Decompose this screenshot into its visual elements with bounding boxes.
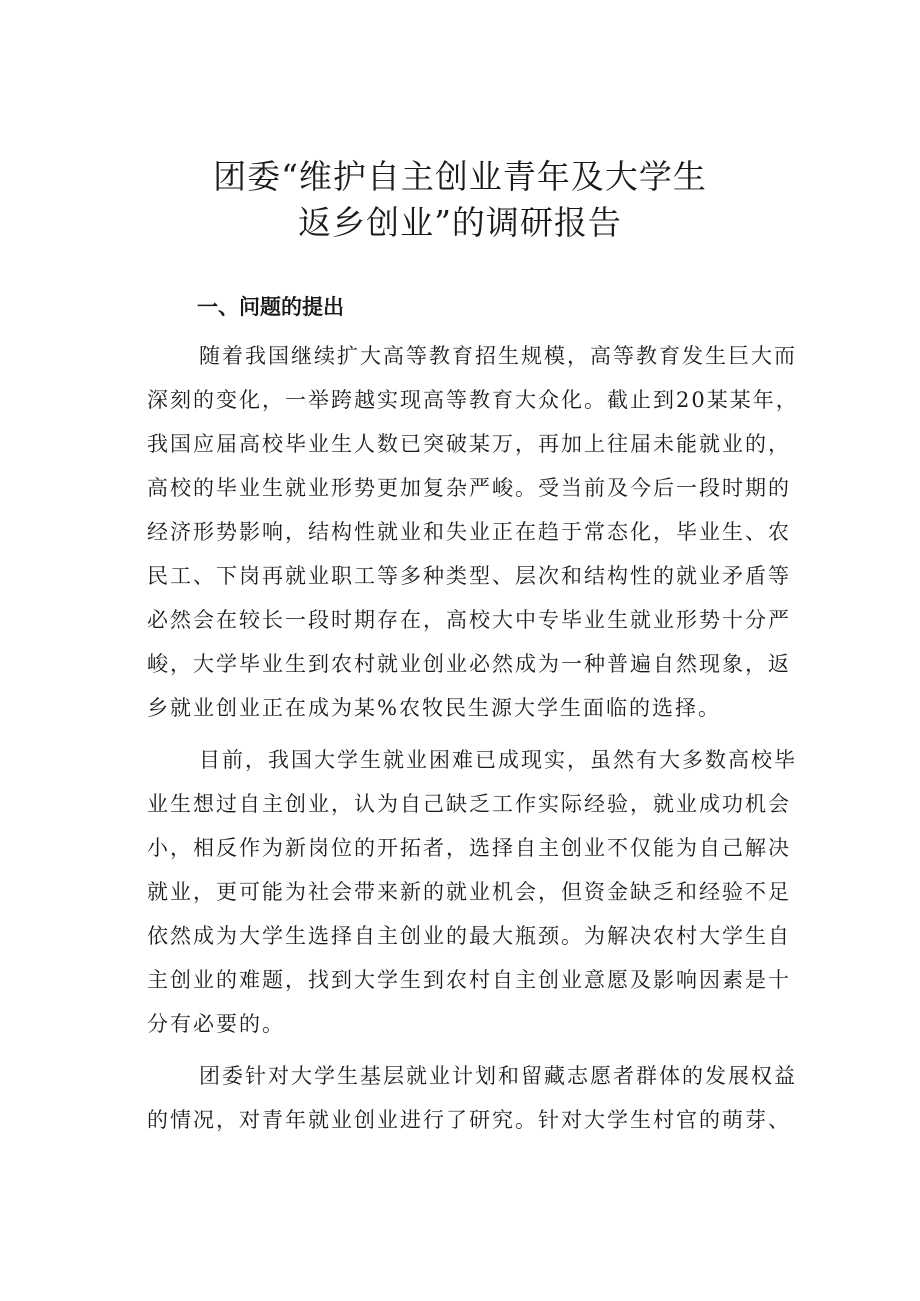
section-heading: 一、问题的提出 bbox=[197, 295, 344, 319]
paragraph: 随着我国继续扩大高等教育招生规模，高等教育发生巨大而深刻的变化，一举跨越实现高等教育大众化。截止到20某某年，我国应届高校毕业生人数已突破某万，再加上往届未能就业的，高校的毕业生就业形势更加复杂严峻。受当前及今后一段时期的经济形势影响，结构性就业和失业正在趋于常态化，毕业生、农民工、下岗再就业职工等多种类型、层次和结构性的就业矛盾等必然会在较长一段时期存在，高校大中专毕业生就业形势十分严峻，大学毕业生到农村就业创业必然成为一种普遍自然现象，返乡就业创业正在成为某%农牧民生源大学生面临的选择。 bbox=[147, 344, 799, 720]
paragraph: 团委针对大学生基层就业计划和留藏志愿者群体的发展权益的情况，对青年就业创业进行了研究。针对大学生村官的萌芽、 bbox=[147, 1064, 797, 1132]
paragraph: 目前，我国大学生就业困难已成现实，虽然有大多数高校毕业生想过自主创业，认为自己缺乏工作实际经验，就业成功机会小，相反作为新岗位的开拓者，选择自主创业不仅能为自己解决就业，更可能为社会带来新的就业机会，但资金缺乏和经验不足依然成为大学生选择自主创业的最大瓶颈。为解决农村大学生自主创业的难题，找到大学生到农村自主创业意愿及影响因素是十分有必要的。 bbox=[147, 748, 797, 1036]
document-body bbox=[147, 334, 807, 1142]
document-title bbox=[0, 154, 920, 246]
title-line-2: 返乡创业”的调研报告 bbox=[298, 203, 622, 242]
title-line-1: 团委“维护自主创业青年及大学生 bbox=[213, 157, 707, 196]
